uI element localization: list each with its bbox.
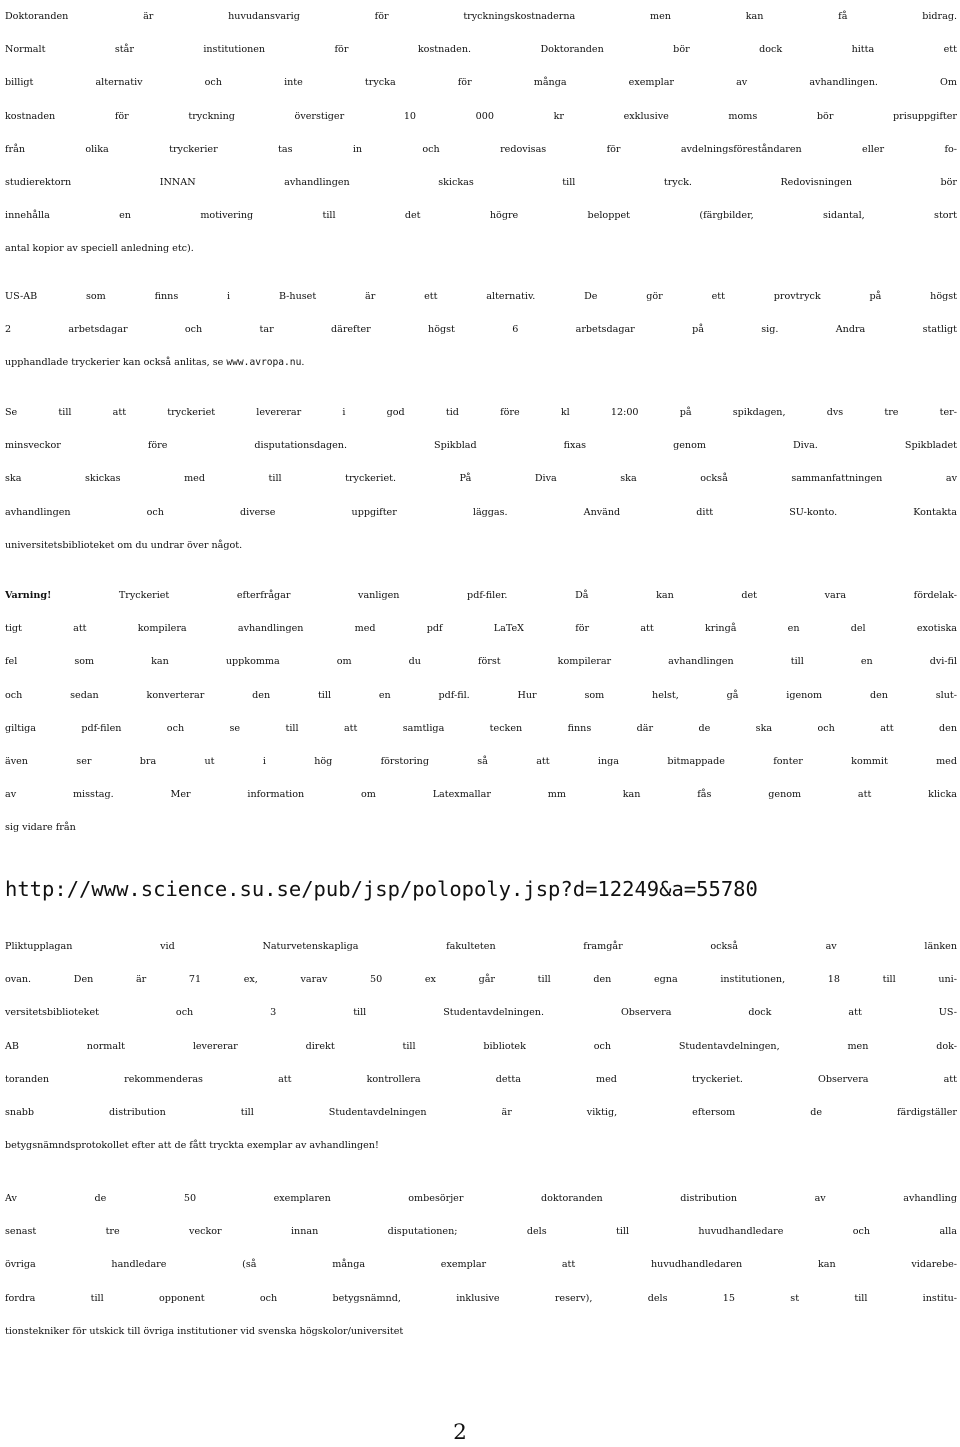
text-line: tigt att kompilera avhandlingen med pdf LaTeX för att kringå en del exotiska: [5, 623, 957, 635]
paragraph-warning: [5, 579, 957, 845]
paragraph-delivery: [5, 396, 957, 562]
text-line: och sedan konverterar den till en pdf-fil. Hur som helst, gå igenom den slut-: [5, 689, 957, 701]
text-line: sig vidare från: [5, 822, 76, 834]
text-line: AB normalt levererar direkt till bibliotek och Studentavdelningen, men dok-: [5, 1040, 957, 1052]
text-line: [5, 346, 957, 379]
text-line: ska skickas med till tryckeriet. På Diva ska också sammanfattningen av: [5, 473, 957, 485]
text-line: studierektorn INNAN avhandlingen skickas till tryck. Redovisningen bör: [5, 177, 957, 189]
paragraph-distribution: [5, 1182, 957, 1348]
text-line: Pliktupplagan vid Naturvetenskapliga fakulteten framgår också av länken: [5, 941, 957, 952]
text-line: versitetsbiblioteket och 3 till Studentavdelningen. Observera dock att US-: [5, 1007, 957, 1019]
text-line: avhandlingen och diverse uppgifter läggas. Använd ditt SU-konto. Kontakta: [5, 506, 957, 518]
paragraph-us-ab: [5, 280, 957, 380]
warning-label: Varning!: [5, 590, 52, 601]
text-line: övriga handledare (så många exemplar att huvudhandledaren kan vidarebe-: [5, 1259, 957, 1271]
science-url-link[interactable]: http://www.science.su.se/pub/jsp/polopoly.jsp?d=12249&a=55780: [5, 877, 758, 901]
text-line: Doktoranden är huvudansvarig för tryckningskostnaderna men kan få bidrag.: [5, 11, 957, 22]
text-line: billigt alternativ och inte trycka för många exemplar av avhandlingen. Om: [5, 77, 957, 89]
text-line: toranden rekommenderas att kontrollera detta med tryckeriet. Observera att: [5, 1073, 957, 1085]
text-line: från olika tryckerier tas in och redovisas för avdelningsföreståndaren eller fo-: [5, 143, 957, 155]
text-line: minsveckor före disputationsdagen. Spikblad fixas genom Diva. Spikbladet: [5, 440, 957, 452]
text-segment: upphandlade tryckerier kan också anlitas, se: [5, 357, 227, 369]
text-line: kostnaden för tryckning överstiger 10 000 kr exklusive moms bör prisuppgifter: [5, 110, 957, 122]
text-line: Se till att tryckeriet levererar i god tid före kl 12:00 på spikdagen, dvs tre ter-: [5, 407, 957, 418]
text-line: innehålla en motivering till det högre beloppet (färgbilder, sidantal, stort: [5, 210, 957, 222]
text-line: senast tre veckor innan disputationen; dels till huvudhandledare och alla: [5, 1226, 957, 1238]
text-line: Av de 50 exemplaren ombesörjer doktoranden distribution av avhandling: [5, 1193, 957, 1204]
text-line: fordra till opponent och betygsnämnd, inklusive reserv), dels 15 st till institu-: [5, 1292, 957, 1304]
text-line: antal kopior av speciell anledning etc).: [5, 243, 194, 255]
text-line: tionstekniker för utskick till övriga institutioner vid svenska högskolor/universitet: [5, 1325, 404, 1337]
text-line: [5, 579, 957, 612]
avropa-link[interactable]: www.avropa.nu: [226, 357, 302, 369]
page-number: 2: [453, 1420, 467, 1445]
text-line: US-AB som finns i B-huset är ett alternativ. De gör ett provtryck på högst: [5, 291, 957, 302]
text-line: 2 arbetsdagar och tar därefter högst 6 arbetsdagar på sig. Andra statligt: [5, 324, 957, 336]
text-line: även ser bra ut i hög förstoring så att inga bitmappade fonter kommit med: [5, 756, 957, 768]
paragraph-legal-deposit: [5, 930, 957, 1162]
text-segment: Tryckeriet efterfrågar vanligen pdf-filer. Då kan det vara fördelak-: [51, 590, 957, 601]
text-line: snabb distribution till Studentavdelningen är viktig, eftersom de färdigställer: [5, 1107, 957, 1119]
text-line: ovan. Den är 71 ex, varav 50 ex går till den egna institutionen, 18 till uni-: [5, 974, 957, 986]
text-line: Normalt står institutionen för kostnaden. Doktoranden bör dock hitta ett: [5, 44, 957, 56]
text-line: universitetsbiblioteket om du undrar över något.: [5, 539, 243, 551]
text-segment: .: [301, 357, 305, 369]
text-line: giltiga pdf-filen och se till att samtliga tecken finns där de ska och att den: [5, 722, 957, 734]
text-line: av misstag. Mer information om Latexmallar mm kan fås genom att klicka: [5, 789, 957, 801]
paragraph-printing-costs: [5, 0, 957, 266]
text-line: fel som kan uppkomma om du först kompilerar avhandlingen till en dvi-fil: [5, 656, 957, 668]
text-line: betygsnämndsprotokollet efter att de fått tryckta exemplar av avhandlingen!: [5, 1140, 379, 1152]
